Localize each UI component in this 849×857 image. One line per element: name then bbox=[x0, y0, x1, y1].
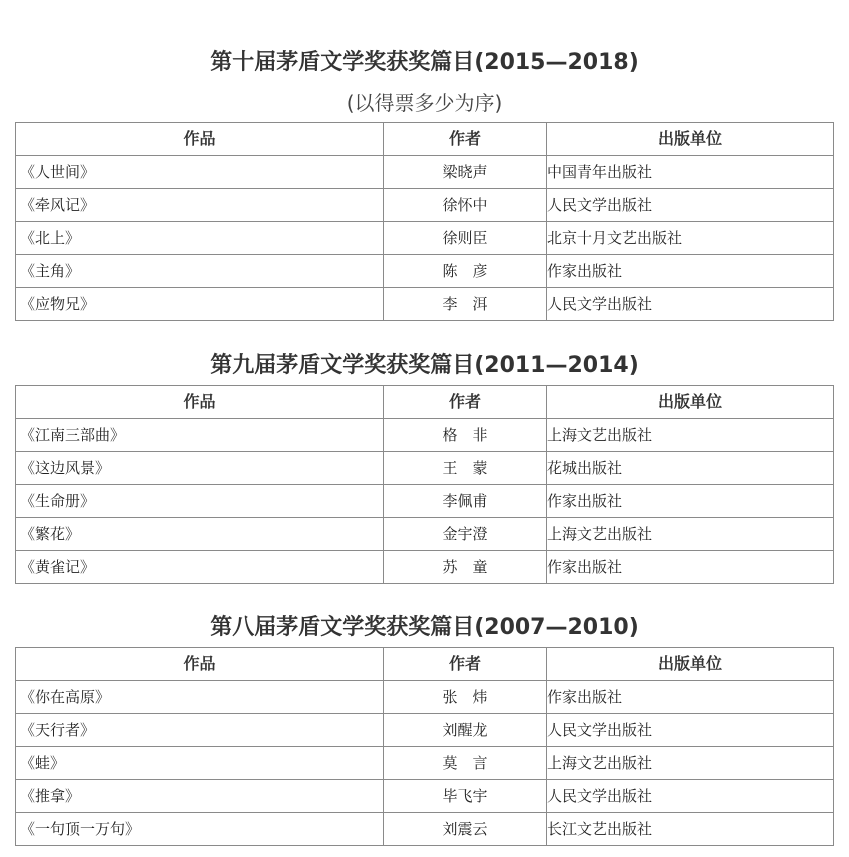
author-cell: 莫 言 bbox=[384, 747, 547, 780]
publisher-cell: 作家出版社 bbox=[547, 551, 834, 584]
publisher-cell: 人民文学出版社 bbox=[547, 714, 834, 747]
column-header-work: 作品 bbox=[16, 648, 384, 681]
table-header-row bbox=[16, 648, 834, 681]
awards-table bbox=[15, 122, 834, 321]
table-row bbox=[16, 681, 834, 714]
work-cell: 《江南三部曲》 bbox=[16, 419, 384, 452]
author-cell: 陈 彦 bbox=[384, 255, 547, 288]
publisher-cell: 花城出版社 bbox=[547, 452, 834, 485]
column-header-author: 作者 bbox=[384, 123, 547, 156]
section-title: 第八届茅盾文学奖获奖篇目(2007—2010) bbox=[210, 615, 639, 640]
author-cell: 梁晓声 bbox=[384, 156, 547, 189]
author-cell: 格 非 bbox=[384, 419, 547, 452]
column-header-author: 作者 bbox=[384, 386, 547, 419]
awards-table bbox=[15, 385, 834, 584]
section-title: 第九届茅盾文学奖获奖篇目(2011—2014) bbox=[210, 353, 639, 378]
work-cell: 《推拿》 bbox=[16, 780, 384, 813]
table-row bbox=[16, 189, 834, 222]
table-row bbox=[16, 485, 834, 518]
table-row bbox=[16, 780, 834, 813]
author-cell: 王 蒙 bbox=[384, 452, 547, 485]
publisher-cell: 作家出版社 bbox=[547, 485, 834, 518]
table-header-row bbox=[16, 123, 834, 156]
table-row bbox=[16, 156, 834, 189]
author-cell: 徐怀中 bbox=[384, 189, 547, 222]
table-row bbox=[16, 222, 834, 255]
work-cell: 《这边风景》 bbox=[16, 452, 384, 485]
work-cell: 《黄雀记》 bbox=[16, 551, 384, 584]
publisher-cell: 北京十月文艺出版社 bbox=[547, 222, 834, 255]
table-row bbox=[16, 452, 834, 485]
column-header-author: 作者 bbox=[384, 648, 547, 681]
table-header-row bbox=[16, 386, 834, 419]
table-row bbox=[16, 288, 834, 321]
author-cell: 徐则臣 bbox=[384, 222, 547, 255]
author-cell: 刘震云 bbox=[384, 813, 547, 846]
section-subtitle: (以得票多少为序) bbox=[346, 91, 503, 115]
column-header-publisher: 出版单位 bbox=[547, 648, 834, 681]
work-cell: 《牵风记》 bbox=[16, 189, 384, 222]
column-header-work: 作品 bbox=[16, 386, 384, 419]
publisher-cell: 上海文艺出版社 bbox=[547, 518, 834, 551]
work-cell: 《应物兄》 bbox=[16, 288, 384, 321]
section-title: 第十届茅盾文学奖获奖篇目(2015—2018) bbox=[210, 50, 639, 75]
table-row bbox=[16, 255, 834, 288]
publisher-cell: 上海文艺出版社 bbox=[547, 747, 834, 780]
author-cell: 金宇澄 bbox=[384, 518, 547, 551]
work-cell: 《主角》 bbox=[16, 255, 384, 288]
author-cell: 李佩甫 bbox=[384, 485, 547, 518]
table-row bbox=[16, 419, 834, 452]
work-cell: 《人世间》 bbox=[16, 156, 384, 189]
publisher-cell: 作家出版社 bbox=[547, 681, 834, 714]
work-cell: 《生命册》 bbox=[16, 485, 384, 518]
table-row bbox=[16, 551, 834, 584]
awards-table bbox=[15, 647, 834, 846]
work-cell: 《繁花》 bbox=[16, 518, 384, 551]
author-cell: 张 炜 bbox=[384, 681, 547, 714]
work-cell: 《蛙》 bbox=[16, 747, 384, 780]
column-header-work: 作品 bbox=[16, 123, 384, 156]
table-row bbox=[16, 813, 834, 846]
work-cell: 《北上》 bbox=[16, 222, 384, 255]
work-cell: 《你在高原》 bbox=[16, 681, 384, 714]
column-header-publisher: 出版单位 bbox=[547, 386, 834, 419]
table-row bbox=[16, 714, 834, 747]
author-cell: 李 洱 bbox=[384, 288, 547, 321]
publisher-cell: 作家出版社 bbox=[547, 255, 834, 288]
publisher-cell: 人民文学出版社 bbox=[547, 189, 834, 222]
table-row bbox=[16, 747, 834, 780]
publisher-cell: 上海文艺出版社 bbox=[547, 419, 834, 452]
publisher-cell: 中国青年出版社 bbox=[547, 156, 834, 189]
author-cell: 刘醒龙 bbox=[384, 714, 547, 747]
work-cell: 《天行者》 bbox=[16, 714, 384, 747]
work-cell: 《一句顶一万句》 bbox=[16, 813, 384, 846]
table-row bbox=[16, 518, 834, 551]
author-cell: 苏 童 bbox=[384, 551, 547, 584]
author-cell: 毕飞宇 bbox=[384, 780, 547, 813]
publisher-cell: 人民文学出版社 bbox=[547, 288, 834, 321]
publisher-cell: 长江文艺出版社 bbox=[547, 813, 834, 846]
publisher-cell: 人民文学出版社 bbox=[547, 780, 834, 813]
column-header-publisher: 出版单位 bbox=[547, 123, 834, 156]
